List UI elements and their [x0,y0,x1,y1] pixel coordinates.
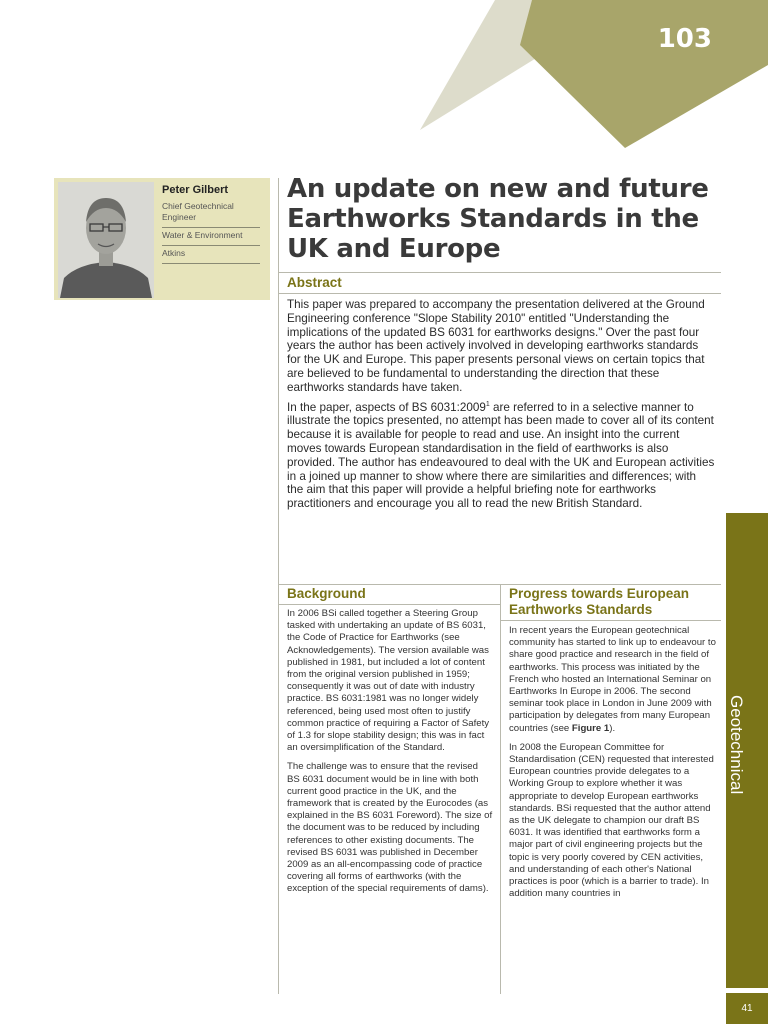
author-name: Peter Gilbert [162,184,229,196]
background-paragraph: In 2006 BSi called together a Steering Group tasked with undertaking an update of BS 6031, the Code of Practice for Earthworks (see Acknowledgements). The version available was published in 1981, but included a lot of content from the original version published in 1959; consequently it was out of date with industry practice. BS 6031:1981 was no longer widely referenced, being used most often to justify common practice of requiring a Factor of Safety of 1.3 for slope stability design; this was in fact an oversimplification of the Standard. [287,608,490,754]
author-department: Water & Environment [162,228,260,246]
abstract-heading: Abstract [287,275,342,290]
progress-text-a: In recent years the European geotechnical community has started to link up to endeavour to share good practice and research in the field of earthworks. This process was initiated by the French who hosted an International Seminar on Earthworks In Europe in 2006. The second seminar took place in London in June 2009 with participation by delegates from many European countries (see [509,625,716,734]
progress-paragraph: In 2008 the European Committee for Standardisation (CEN) requested that interested European countries provide delegates to a Working Group to explore whether it was appropriate to develop European earthworks standards. BSi requested that the author attend as the UK delegate to champion our draft BS 6031. It was identified that earthworks form a major part of civil engineering projects but the topic is very poorly covered by CEN activities, and understanding of each other's National practices is poor (which is a barrier to trade). In addition many countries in [509,741,714,900]
author-photo [58,182,154,298]
figure-reference: Figure 1 [571,722,610,734]
author-company: Atkins [162,246,260,264]
column-divider [278,178,279,994]
progress-heading: Progress towards European Earthworks Standards [509,586,690,617]
abstract-paragraph [287,401,715,511]
divider [501,620,721,621]
footnote-ref: 1 [485,400,490,408]
column-divider [500,584,501,994]
background-body [287,608,493,903]
author-box [54,178,270,300]
background-heading: Background [287,586,366,601]
page-number: 103 [657,24,712,54]
author-title: Chief Geotechnical Engineer [162,199,260,228]
progress-paragraph [509,625,717,735]
folio-number: 41 [726,993,768,1024]
background-paragraph: The challenge was to ensure that the revised BS 6031 document would be in line with both current good practice in the UK, and the framework that is created by the Eurocodes (as explained in the BS 6031 Foreword). The size of the document was to be reduced by including references to other existing documents. The revised BS 6031 was published in December 2009 as an all-encompassing code of practice covering all forms of earthworks (with the exception of the special requirements of dams). [287,761,493,895]
abstract-paragraph: This paper was prepared to accompany the presentation delivered at the Ground Engineering conference "Slope Stability 2010" entitled "Understanding the implications of the updated BS 6031 for earthworks designs." Over the past four years the author has been actively involved in developing earthworks standards for the UK and Europe. This paper presents personal views on certain topics that are believed to be fundamental to understanding the direction that these earthworks standards have taken. [287,298,705,394]
header-decoration [0,0,768,160]
author-info [162,184,260,264]
abstract-text-b: are referred to in a selective manner to illustrate the topics presented, no attempt has been made to cover all of its content because it is available for people to read and use. An insight into the current moves towards European standardisation in the field of earthworks is also provided. The author has endeavoured to deal with the UK and European activities in a joined up manner to show where there are similarities and differences; with the aim that this paper will provide a helpful briefing note for earthworks practitioners and encourage you all to read the new British Standard. [287,400,715,511]
article-title: An update on new and future Earthworks Standards in the UK and Europe [287,174,709,264]
divider [279,584,721,585]
progress-body [509,625,717,907]
abstract-body [287,298,715,517]
abstract-text-a: In the paper, aspects of BS 6031:2009 [287,400,486,414]
section-tab-label: Geotechnical [727,694,746,795]
divider [279,272,721,273]
progress-text-b: ). [609,722,616,734]
divider [279,604,500,605]
divider [279,293,721,294]
